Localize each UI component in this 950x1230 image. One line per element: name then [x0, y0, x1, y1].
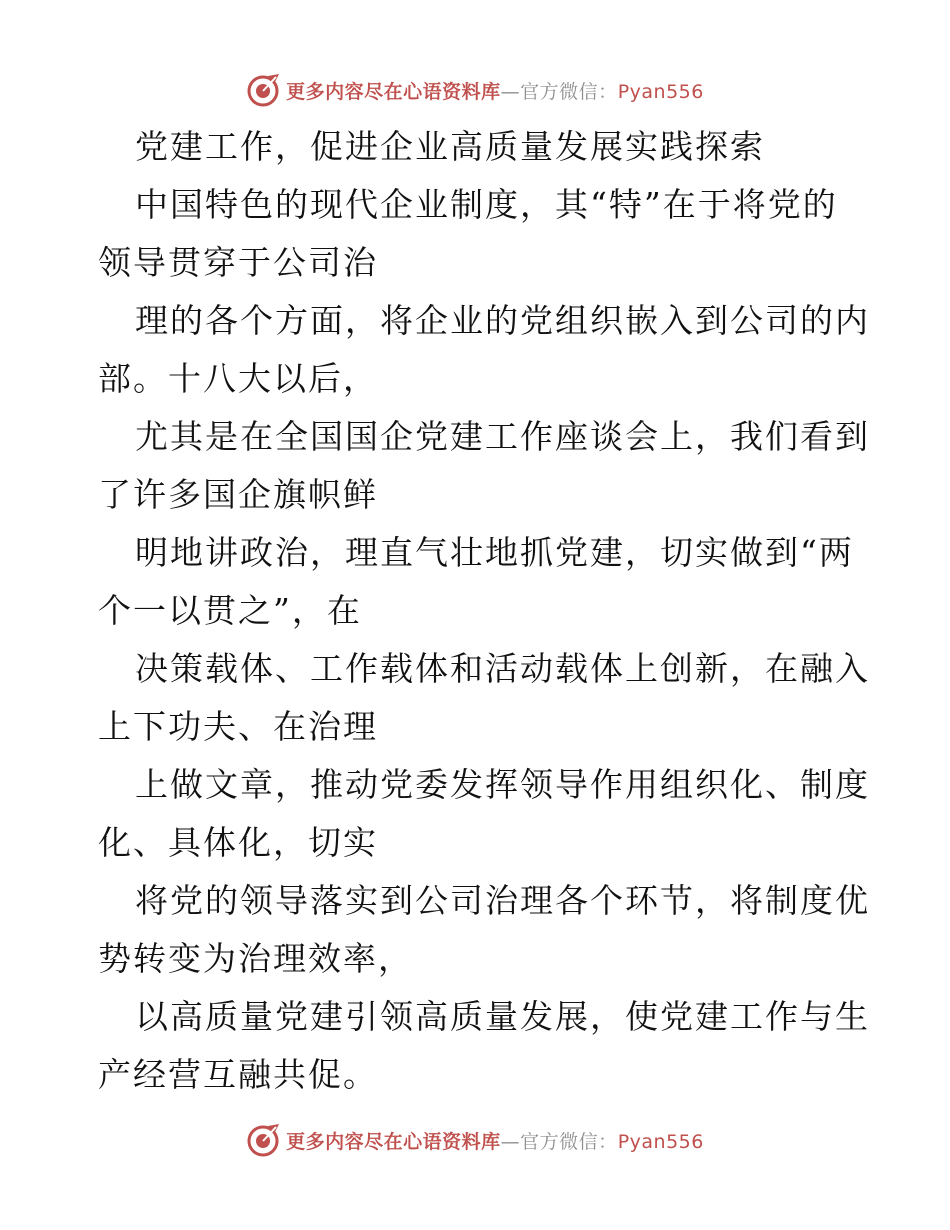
watermark-text [286, 1127, 704, 1154]
watermark-separator: — [500, 80, 521, 103]
watermark-wechat-id: Pyan556 [617, 1130, 704, 1153]
paragraph-line-continued: 个一以贯之”，在 [98, 591, 362, 630]
paragraph [98, 640, 870, 756]
ink-pen-logo-icon [246, 1122, 282, 1158]
paragraph-line-continued: 势转变为治理效率， [98, 939, 413, 978]
paragraph-line-continued: 上下功夫、在治理 [98, 707, 378, 746]
paragraph [98, 408, 870, 524]
watermark-text [286, 77, 704, 104]
paragraph-line-continued: 产经营互融共促。 [98, 1055, 378, 1094]
paragraph-line: 理的各个方面，将企业的党组织嵌入到公司的内 [135, 301, 870, 340]
paragraph-line: 以高质量党建引领高质量发展，使党建工作与生 [135, 997, 870, 1036]
footer-watermark [0, 1120, 950, 1160]
paragraph [98, 756, 870, 872]
ink-pen-logo-icon [246, 72, 282, 108]
paragraph-line: 中国特色的现代企业制度，其“特”在于将党的 [135, 185, 838, 224]
paragraph-line: 上做文章，推动党委发挥领导作用组织化、制度 [135, 765, 870, 804]
paragraph-line: 党建工作，促进企业高质量发展实践探索 [135, 127, 765, 166]
document-body [98, 118, 870, 1104]
paragraph-line-continued: 部。十八大以后， [98, 359, 378, 398]
watermark-separator: — [500, 1130, 521, 1153]
header-watermark [0, 70, 950, 110]
watermark-main: 更多内容尽在心语资料库 [286, 1130, 501, 1153]
paragraph [98, 292, 870, 408]
paragraph [98, 872, 870, 988]
watermark-main: 更多内容尽在心语资料库 [286, 80, 501, 103]
paragraph-line-continued: 领导贯穿于公司治 [98, 243, 378, 282]
watermark-tail: 官方微信： [520, 1130, 618, 1153]
paragraph [98, 524, 858, 640]
paragraph-line-continued: 了许多国企旗帜鲜 [98, 475, 378, 514]
paragraph-line-continued: 化、具体化，切实 [98, 823, 378, 862]
paragraph [98, 176, 858, 292]
paragraph-line: 将党的领导落实到公司治理各个环节，将制度优 [135, 881, 870, 920]
document-title-paragraph [98, 118, 858, 176]
paragraph-line: 决策载体、工作载体和活动载体上创新，在融入 [135, 649, 870, 688]
watermark-wechat-id: Pyan556 [617, 80, 704, 103]
paragraph-line: 尤其是在全国国企党建工作座谈会上，我们看到 [135, 417, 870, 456]
watermark-tail: 官方微信： [520, 80, 618, 103]
paragraph-line: 明地讲政治，理直气壮地抓党建，切实做到“两 [135, 533, 854, 572]
paragraph [98, 988, 870, 1104]
